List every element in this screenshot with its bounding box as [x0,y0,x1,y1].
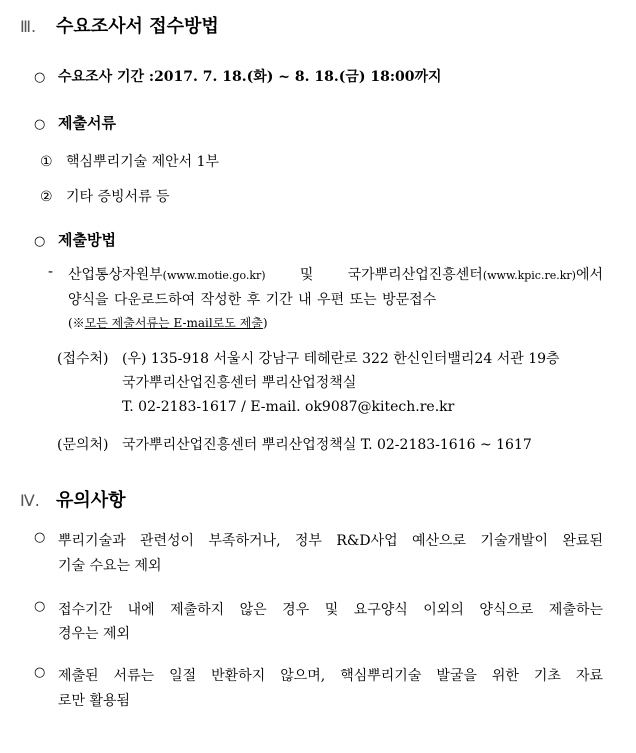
suffix-text: 에서 [575,267,603,283]
method-note [68,314,268,331]
section-4-heading [20,486,126,512]
method-heading [34,229,116,250]
note-open: (※ [68,316,85,330]
document-item [40,186,170,206]
item-marker: ① [40,154,53,170]
org2-text: 국가뿌리산업진흥센터 [347,267,483,283]
period-row [34,66,442,86]
section-3-numeral: Ⅲ. [20,17,37,36]
inquiry-label: (문의처) [57,437,109,453]
notice-item [34,665,58,680]
section-3-heading [20,12,219,38]
inquiry-text: 국가뿌리산업진흥센터 뿌리산업정책실 T. 02-2183-1616 ~ 1617 [122,437,532,453]
note-text: 모든 제출서류는 E-mail로도 제출 [84,316,263,330]
notice-item-line-2: 기술 수요는 제외 [58,558,162,574]
notice-item [34,599,58,614]
document-item [40,151,219,171]
item-text: 핵심뿌리기술 제안서 1부 [66,154,220,170]
bullet-icon: ○ [34,234,46,249]
bullet-icon: ○ [34,530,46,545]
dash-marker: - [48,264,54,280]
documents-heading [34,112,116,133]
method-line-2: 양식을 다운로드하여 작성한 후 기간 내 우편 또는 방문접수 [68,292,437,308]
notice-item-line-2: 경우는 제외 [58,626,131,642]
item-marker: ② [40,189,53,205]
notice-item [34,530,58,545]
notice-item-line-1: 뿌리기술과 관련성이 부족하거나, 정부 R&D사업 예산으로 기술개발이 완료된 [58,533,603,549]
method-org1 [68,264,266,284]
and-text: 및 [299,267,314,283]
item-text: 기타 증빙서류 등 [66,189,170,205]
bullet-icon: ○ [34,117,46,132]
section-3-title: 수요조사서 접수방법 [56,16,219,37]
notice-item-line-1: 접수기간 내에 제출하지 않은 경우 및 요구양식 이외의 양식으로 제출하는 [58,602,603,618]
receiver-address: (우) 135-918 서울시 강남구 테헤란로 322 한신인터밸리24 서관 19층 [122,351,560,367]
url1-text: (www.motie.go.kr) [162,269,266,282]
period-label: 수요조사 기간 : [58,69,155,85]
method-title: 제출방법 [58,231,116,249]
period-value: 2017. 7. 18.(화) ~ 8. 18.(금) 18:00까지 [154,69,442,85]
section-4-title: 유의사항 [56,490,126,511]
org1-text: 산업통상자원부 [68,267,163,283]
bullet-icon: ○ [34,665,46,680]
notice-item-line-2: 로만 활용됨 [58,693,131,709]
method-dash [48,264,53,280]
section-4-numeral: Ⅳ. [20,491,40,510]
receiver-contact: T. 02-2183-1617 / E-mail. ok9087@kitech.re.kr [122,399,455,415]
method-line-1 [68,264,603,284]
documents-title: 제출서류 [58,114,116,132]
receiver-label: (접수처) [57,351,109,367]
method-org2 [348,264,603,284]
bullet-icon: ○ [34,70,46,85]
receiver-org: 국가뿌리산업진흥센터 뿌리산업정책실 [122,375,357,391]
notice-item-line-1: 제출된 서류는 일절 반환하지 않으며, 핵심뿌리기술 발굴을 위한 기초 자료 [58,668,603,684]
note-close: ) [262,316,268,330]
url2-text: (www.kpic.re.kr) [482,269,576,282]
bullet-icon: ○ [34,599,46,614]
